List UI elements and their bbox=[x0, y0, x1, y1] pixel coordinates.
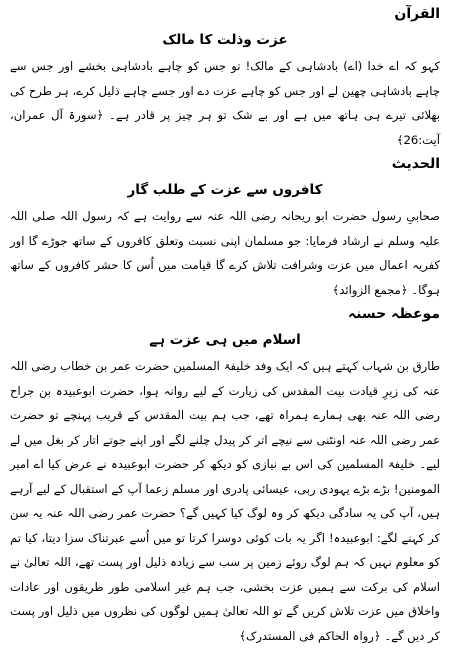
sermon-body: طارق بن شہاب کہتے ہیں کہ ایک وفد خلیفۃ المسلمین حضرت عمر بن خطاب رضی اللہ عنہ کی زیرِ قیادت بیت المقدس کی زیارت کے لیے روانہ ہوا، حضرت ابوعبیدہ بن جراح رضی اللہ عنہ بھی ہمارے ہمراہ تھے، جب ہم بیت المقدس کے قریب پہنچے تو حضرت عمر رضی اللہ عنہ اونٹنی سے نیچے اتر کر پیدل چلنے لگے اور اپنے جوتے اتار کر بغل میں لے لیے۔ خلیفۃ المسلمین کی اس بے نیازی کو دیکھ کر حضرت ابوعبیدہ نے عرض کیا اے امیر المومنین! بڑے بڑے یہودی ربی، عیسائی پادری اور مسلم زعما آپ کے استقبال کے لیے آرہے ہیں، آپ کی یہ سادگی دیکھ کر وہ لوگ کیا کہیں گے؟ حضرت عمر رضی اللہ عنہ یہ سن کر کہنے لگے: ابوعبیدہ! اگر یہ بات کوئی دوسرا کرتا تو میں اُسے عبرتناک سزا دیتا، کیا تم کو معلوم نہیں کہ ہم لوگ روئے زمین پر سب سے زیادہ ذلیل اور پست تھے، اللہ تعالیٰ نے اسلام کی برکت سے ہمیں عزت بخشی، جب ہم غیر اسلامی طور طریقوں اور عادات واخلاق میں عزت تلاش کریں گے تو اللہ تعالیٰ ہمیں لوگوں کی نظروں میں ذلیل اور پست کر دیں گے۔ bbox=[10, 359, 440, 643]
quran-heading: القرآن bbox=[394, 6, 440, 22]
hadith-body: صحابیِ رسول حضرت ابو ریحانہ رضی اللہ عنہ سے روایت ہے کہ رسول اللہ صلی اللہ علیہ وسلم نے ارشاد فرمایا: جو مسلمان اپنی نسبت وتعلق کافروں کے ساتھ جوڑے گا اور کفریہ اعمال میں عزت وشرافت تلاش کرے گا قیامت میں اُس کا حشر کافروں کے ساتھ ہوگا۔ bbox=[10, 209, 440, 297]
quran-section bbox=[10, 4, 440, 152]
hadith-text bbox=[10, 204, 440, 302]
sermon-title: اسلام میں ہی عزت ہے bbox=[149, 332, 301, 348]
hadith-reference: ﴿مجمع الزوائد﴾ bbox=[332, 282, 408, 297]
hadith-heading: الحدیث bbox=[391, 156, 440, 172]
quran-verse: کہو کہ اے خدا (اے) بادشاہی کے مالک! تو جس کو چاہے بادشاہی بخشے اور جس سے چاہے بادشاہی چھین لے اور جس کو چاہے عزت دے اور جسے چاہے ذلیل کرے، ہر طرح کی بھلائی تیرے ہی ہاتھ میں ہے اور بے شک تو ہر چیز پر قادر ہے۔ bbox=[10, 59, 440, 122]
quran-title: عزت وذلت کا مالک bbox=[162, 32, 288, 48]
hadith-title: کافروں سے عزت کے طلب گار bbox=[127, 182, 323, 198]
sermon-heading: موعظہ حسنہ bbox=[348, 306, 440, 322]
sermon-reference: ﴿رواہ الحاکم فی المستدرک﴾ bbox=[239, 628, 381, 643]
sermon-section bbox=[10, 304, 440, 648]
hadith-section bbox=[10, 154, 440, 302]
quran-text bbox=[10, 54, 440, 152]
quran-reference: ﴿سورۃ آل عمران، آیت:26﴾ bbox=[10, 108, 440, 147]
sermon-text bbox=[10, 354, 440, 648]
